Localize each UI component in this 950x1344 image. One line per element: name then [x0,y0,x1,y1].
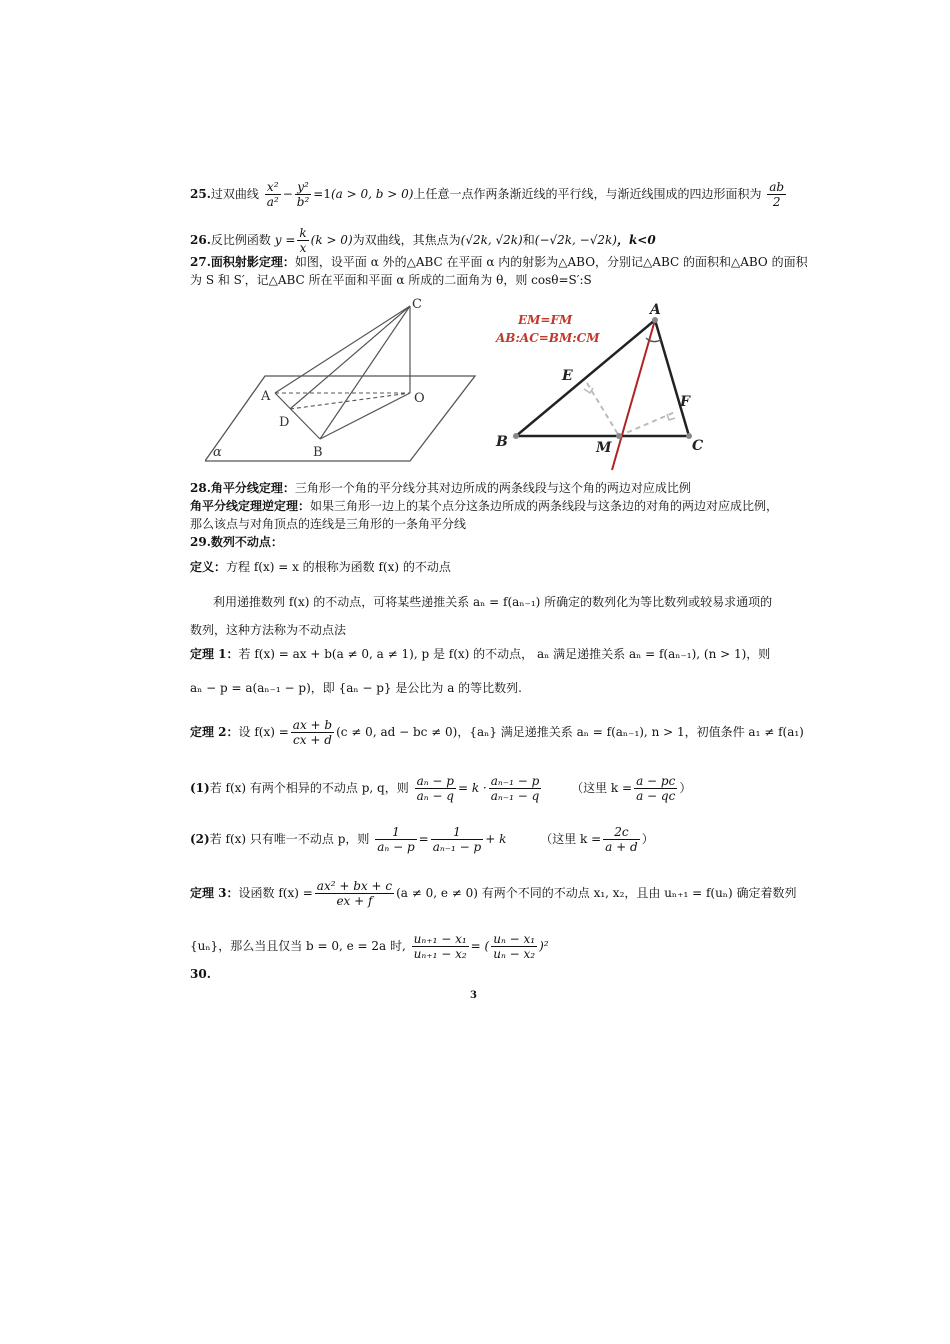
theorem-2-pre: 设 f(x) = [238,725,289,739]
item-29-title: 29.数列不动点： [190,535,283,549]
item-28-inverse [190,498,778,514]
def-label: 定义： [190,560,227,574]
item-26-pre: 反比例函数 [210,233,271,247]
right-angle-F [667,414,675,420]
item-29-para2: 数列，这种方法称为不动点法 [190,623,347,637]
theorem-1-label: 定理 1： [190,647,239,661]
label-C: C [692,438,704,454]
label-F: F [680,394,690,410]
item-28-inv-text2: 那么该点与对角顶点的连线是三角形的一条角平分线 [190,517,467,531]
item-26-foci-p: (√2k, √2k) [460,233,523,247]
item-30-label: 30. [190,967,211,981]
item-27-line2 [190,272,592,288]
theorem-3-fraction: $\frac{\text{ax² + bx + c}}{ex + f}$ [316,879,393,908]
theorem-1-text: 若 f(x) = ax + b(a ≠ 0, a ≠ 1), p 是 f(x) 的不动点， aₙ 满足递推关系 aₙ = f(aₙ₋₁), (n > 1)，则 [238,647,771,661]
plane-alpha [205,376,475,461]
item-25-area: $\frac{ab}{2}$ [769,180,785,209]
item-27-text1: 如图，设平面 α 外的△ABC 在平面 α 内的射影为△ABO，分别记△ABC 的面积和△ABO 的面积 [294,255,808,269]
item-26-text: 为双曲线，其焦点为 [352,233,461,247]
hyperbola-y-term: $\frac{\text{y²}}{\text{b²}}$ [296,180,310,209]
item-25-pre: 过双曲线 [210,187,259,201]
point-M [616,433,622,439]
label-E: E [562,368,573,384]
edge-BO [320,393,410,439]
case-2-plus: + k [485,832,507,846]
item-26: 26.反比例函数 y = $\frac{k}{x}$ (k > 0)为双曲线，其焦点为(√2k, √2k)和(−√2k, −√2k)，k<0 [190,226,656,255]
projection-figure [205,296,480,466]
item-26-label: 26. [190,233,211,247]
case-2-label: (2) [190,832,210,846]
theorem-3-left: $\frac{\text{uₙ₊₁ − x₁}}{\text{uₙ₊₁ − x₂}}$ [413,932,467,961]
theorem-3-post: )² [539,939,549,953]
page-number: 3 [470,990,477,1001]
theorem-3-right: $\frac{\text{uₙ − x₁}}{\text{uₙ − x₂}}$ [493,932,536,961]
case-1 [190,774,691,803]
case-2-text: 若 f(x) 只有唯一不动点 p，则 [209,832,370,846]
item-27-title: 27.面积射影定理： [190,255,295,269]
label-M: M [596,440,612,456]
case-2-mid: = [418,832,429,846]
bisector-line [612,320,655,470]
theorem-2-fraction: $\frac{ax + b}{cx + d}$ [292,718,333,747]
case-2-right: $\frac{1}{\text{aₙ₋₁ − p}}$ [432,825,482,854]
theorem-3-line2 [190,932,549,961]
label-B: B [496,434,508,450]
case-2-left: $\frac{1}{\text{aₙ − p}}$ [377,825,415,854]
item-26-foci-n: (−√2k, −√2k) [534,233,617,247]
theorem-3-pre: 设函数 f(x) = [238,886,313,900]
case-1-note-post: ） [679,781,692,795]
case-2-note-pre: （这里 k = [540,832,602,846]
case-1-right: $\frac{\text{aₙ₋₁ − p}}{\text{aₙ₋₁ − q}}$ [490,774,540,803]
case-1-text: 若 f(x) 有两个相异的不动点 p, q，则 [209,781,409,795]
item-26-and: 和 [522,233,535,247]
theorem-2 [190,718,804,747]
item-28-text: 三角形一个角的平分线分其对边所成的两条线段与这个角的两边对应成比例 [294,481,691,495]
edge-CD [290,306,410,409]
hyperbola-x-term: $\frac{\text{x²}}{\text{a²}}$ [266,180,279,209]
case-1-mid: = k · [457,781,487,795]
bisector-figure [492,300,722,478]
edge-CA [275,306,410,393]
label-A: A [261,389,271,404]
def-text: 方程 f(x) = x 的根称为函数 f(x) 的不动点 [226,560,451,574]
theorem-3 [190,879,796,908]
theorem-3-label: 定理 3： [190,886,239,900]
case-1-note-pre: （这里 k = [571,781,633,795]
item-25-label: 25. [190,187,211,201]
label-O: O [414,391,425,406]
item-28-inv-text: 如果三角形一边上的某个点分这条边所成的两条线段与这条边的对角的两边对应成比例， [310,499,779,513]
item-28-inv-title: 角平分线定理逆定理： [190,499,311,513]
item-27-line1 [190,254,808,270]
label-B: B [313,445,323,460]
item-29-para1: 利用递推数列 f(x) 的不动点，可将某些递推关系 aₙ = f(aₙ₋₁) 所确定的数列化为等比数列或较易求通项的 [213,595,773,609]
item-25-text: 上任意一点作两条渐近线的平行线，与渐近线围成的四边形面积为 [413,187,762,201]
item-25-cond: (a > 0, b > 0) [330,187,414,201]
item-26-tail: ，k<0 [616,233,656,247]
edge-CB [320,306,410,439]
theorem-3-line2-pre: {uₙ}，那么当且仅当 b = 0, e = 2a 时, [190,939,406,953]
theorem-3-text: (a ≠ 0, e ≠ 0) 有两个不同的不动点 x₁, x₂，且由 uₙ₊₁ = f(uₙ) 确定着数列 [396,886,797,900]
case-2-note-post: ） [641,832,654,846]
inverse-fraction: $\frac{k}{x}$ [299,226,307,255]
label-A: A [650,302,661,318]
item-26-cond: (k > 0) [310,233,353,247]
item-28 [190,480,691,496]
theorem-1 [190,646,770,662]
item-27-text2: 为 S 和 S′，记△ABC 所在平面和平面 α 所成的二面角为 θ，则 cosθ=S′:S [190,273,592,287]
eq-ratio: AB:AC=BM:CM [496,331,600,345]
label-D: D [279,415,290,430]
point-B [513,433,519,439]
item-25: 25.过双曲线 $\frac{\text{x²}}{\text{a²}}$ − $\frac{\text{y²}}{\text{b²}}$ =1(a > 0, b > 0)上任意一点作两条渐近线的平行线，与渐近线围成的四边形面积为 $\frac{ab}{2}$ [190,180,785,209]
theorem-2-text: (c ≠ 0, ad − bc ≠ 0)，{aₙ} 满足递推关系 aₙ = f(aₙ₋₁), n > 1，初值条件 a₁ ≠ f(a₁) [336,725,804,739]
theorem-1-result: aₙ − p = a(aₙ₋₁ − p)，即 {aₙ − p} 是公比为 a 的等比数列. [190,681,522,695]
eq-em-fm: EM=FM [518,313,573,327]
case-1-label: (1) [190,781,210,795]
item-29-definition [190,559,451,575]
case-1-k: $\frac{a - pc}{a - qc}$ [636,774,676,803]
theorem-3-mid: = ( [470,939,490,953]
label-C: C [412,297,422,312]
theorem-2-label: 定理 2： [190,725,239,739]
case-2-k: $\frac{2c}{a + d}$ [605,825,638,854]
item-28-inverse-2 [190,516,466,532]
case-2 [190,825,654,854]
item-28-title: 28.角平分线定理： [190,481,295,495]
case-1-left: $\frac{\text{aₙ − p}}{\text{aₙ − q}}$ [416,774,454,803]
label-alpha: α [213,445,222,460]
